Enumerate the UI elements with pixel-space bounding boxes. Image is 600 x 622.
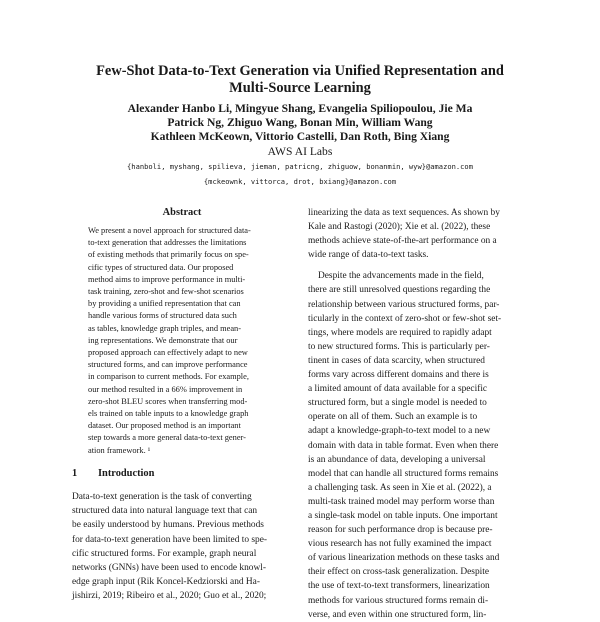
abstract-body (88, 225, 278, 457)
abstract-line: ation framework. ¹ (88, 445, 151, 455)
abstract-line: zero-shot BLEU scores when transferring mod- (88, 396, 248, 406)
body-line: jishirzi, 2019; Ribeiro et al., 2020; Guo et al., 2020; (72, 591, 267, 602)
body-line: their effect on cross-task generalization. Despite (308, 567, 490, 578)
abstract-line: of existing methods that primarily focus on spe- (88, 250, 249, 260)
abstract-line: to-text generation that addresses the limitations (88, 238, 247, 248)
body-line: tings, where models are required to rapidly adapt (308, 327, 492, 338)
abstract-line: handle various forms of structured data such (88, 311, 237, 321)
abstract-heading: Abstract (162, 207, 202, 218)
author-line: Alexander Hanbo Li, Mingyue Shang, Evangelia Spiliopoulou, Jie Ma (127, 102, 473, 115)
abstract-line: by providing a unified representation that can (88, 299, 241, 309)
abstract-line: dataset. Our proposed method is an important (88, 421, 241, 431)
body-line: operate on all of them. Such an example is to (308, 412, 478, 423)
body-line: Data-to-text generation is the task of converting (72, 492, 252, 502)
body-line: of various linearization methods on these tasks and (308, 553, 500, 564)
body-line: ticularly in the context of zero-shot or few-shot set- (308, 313, 502, 324)
right-column-body (308, 206, 530, 622)
abstract-line: proposed approach can effectively adapt to new (88, 348, 248, 358)
abstract-line: as tables, knowledge graph triples, and mean- (88, 323, 242, 333)
body-line: the use of text-to-text transformers, linearization (308, 581, 490, 592)
body-line: cific structured forms. For example, graph neural (72, 548, 257, 559)
abstract-line: step towards a more general data-to-text gener- (88, 433, 246, 443)
paragraph-gap (308, 262, 530, 269)
body-line: linearizing the data as text sequences. As shown by (308, 208, 500, 218)
author-list (60, 102, 540, 145)
body-line: edge graph input (Rik Koncel-Kedziorski and Ha- (72, 577, 260, 588)
abstract-line: ing representations. We demonstrate that our (88, 335, 238, 345)
section-number: 1 (72, 468, 78, 479)
body-line: methods achieve state-of-the-art performance on a (308, 236, 497, 247)
body-line: Despite the advancements made in the field, (318, 271, 484, 282)
email-line: {mckeownk, vittorca, drot, bxiang}@amazon.com (203, 177, 397, 186)
abstract-line: structured forms, and can improve performance (88, 360, 248, 370)
body-line: wide range of data-to-text tasks. (308, 250, 429, 261)
abstract-line: cific types of structured data. Our proposed (88, 262, 234, 272)
body-line: verse, and even within one structured form, lin- (308, 609, 487, 620)
body-line: tinent in cases of data scarcity, when structured (308, 355, 485, 366)
abstract-line: We present a novel approach for structured data- (88, 226, 251, 235)
body-line: structured form, but a single model is needed to (308, 398, 487, 409)
body-line: model that can handle all structured forms remains (308, 468, 499, 479)
email-line: {hanboli, myshang, spilieva, jieman, patricng, zhiguow, bonanmin, wyw}@amazon.com (127, 162, 473, 171)
body-line: structured data into natural language text that can (72, 506, 258, 517)
abstract-line: task training, zero-shot and few-shot scenarios (88, 287, 244, 297)
section-title: Introduction (98, 468, 155, 479)
title-line: Multi-Source Learning (229, 80, 371, 96)
body-line: reason for such performance drop is because pre- (308, 525, 493, 536)
paper-title (60, 63, 540, 97)
body-line: forms vary across different domains and there is (308, 370, 489, 381)
body-line: for data-to-text generation have been limited to spe- (72, 534, 267, 545)
body-line: vious research has not fully examined the impact (308, 539, 492, 550)
body-line: is an abundance of data, developing a universal (308, 454, 486, 465)
abstract-line: in comparison to current methods. For example, (88, 372, 249, 382)
author-line: Kathleen McKeown, Vittorio Castelli, Dan Roth, Bing Xiang (150, 130, 450, 144)
body-line: domain with data in table format. Even when there (308, 440, 499, 451)
affiliation: AWS AI Labs (267, 145, 333, 158)
introduction-body (72, 490, 294, 604)
abstract-line: our method resulted in a 66% improvement in (88, 384, 243, 394)
body-line: Kale and Rastogi (2020); Xie et al. (2022), these (308, 222, 491, 233)
body-line: there are still unresolved questions regarding the (308, 285, 491, 296)
title-line: Few-Shot Data-to-Text Generation via Unified Representation and (96, 63, 504, 79)
author-line: Patrick Ng, Zhiguo Wang, Bonan Min, William Wang (167, 116, 433, 130)
body-line: to new structured forms. This is particularly per- (308, 341, 490, 352)
body-line: multi-task trained model may perform worse than (308, 496, 495, 507)
body-line: a limited amount of data available for a specific (308, 384, 488, 395)
body-line: relationship between various structured forms, par- (308, 299, 500, 310)
body-line: adapt a knowledge-graph-to-text model to a new (308, 426, 491, 437)
abstract-line: els trained on table inputs to a knowledge graph (88, 409, 249, 419)
body-line: be easily understood by humans. Previous methods (72, 520, 264, 531)
body-line: methods for various structured forms remain di- (308, 595, 489, 606)
body-line: networks (GNNs) have been used to encode knowl- (72, 563, 266, 574)
body-line: a single-task model on table inputs. One important (308, 510, 498, 521)
body-line: a challenging task. As seen in Xie et al. (2022), a (308, 482, 492, 493)
section-heading-introduction (72, 467, 292, 480)
abstract-line: method aims to improve performance in multi- (88, 274, 246, 284)
